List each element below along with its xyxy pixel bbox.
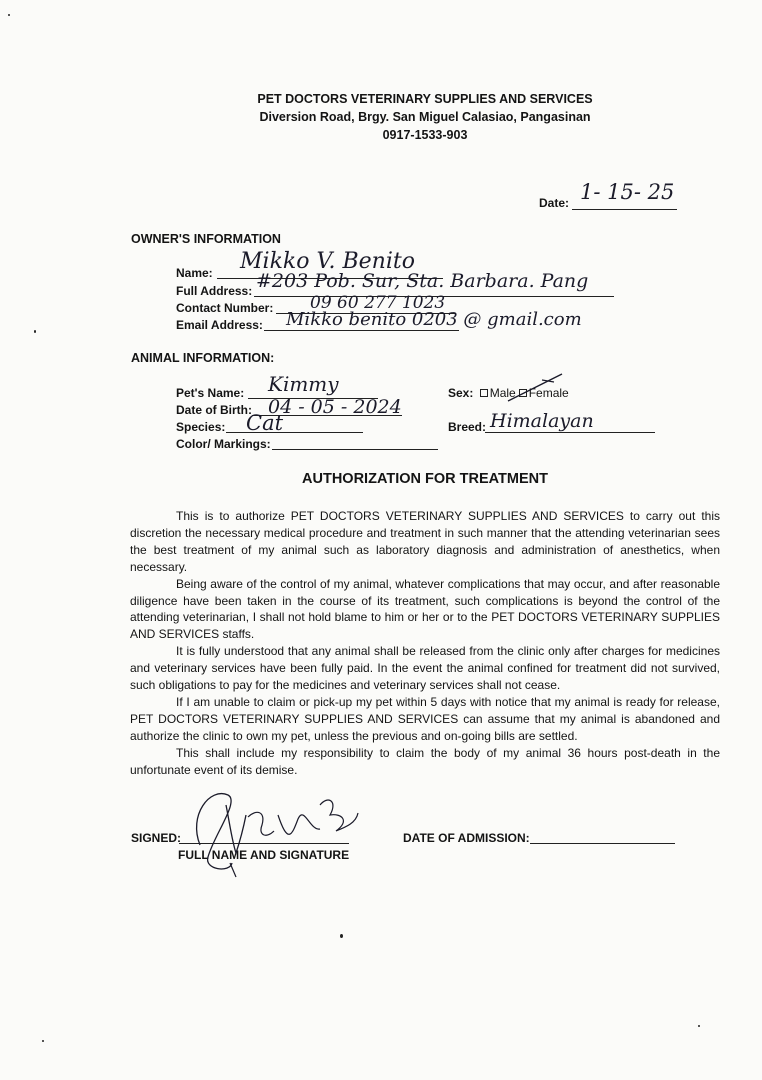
authorization-paragraph: Being aware of the control of my animal, whatever complications that may occur, and after reasonable diligence have been taken in the course of its treatment, such complications is beyond the control of the attending veterinarian, I shall not hold blame to him or her or to the PET DOCTORS VETERINARY SUPPLIES AND SERVICES staffs.: [130, 576, 720, 642]
owner-email-value: Mikko benito 0203 @ gmail.com: [286, 309, 582, 330]
male-checkbox[interactable]: [480, 389, 488, 397]
owner-contact-value: 09 60 277 1023: [310, 293, 446, 313]
dob-label: Date of Birth:: [176, 403, 252, 417]
authorization-body: [130, 508, 720, 779]
dob-value: 04 - 05 - 2024: [268, 396, 402, 418]
authorization-paragraph: If I am unable to claim or pick-up my pet within 5 days with notice that my animal is ready for release, PET DOCTORS VETERINARY SUPPLIES AND SERVICES can assume that my animal is abandoned and authorize the clinic to own my pet, unless the previous and on-going bills are settled.: [130, 694, 720, 743]
sex-label: Sex:: [448, 386, 474, 400]
signature-sublabel: FULL NAME AND SIGNATURE: [178, 848, 350, 862]
color-line: [272, 449, 438, 450]
owner-name-value: Mikko V. Benito: [240, 249, 415, 274]
female-check-mark: [500, 368, 570, 408]
male-option-label: Male: [489, 386, 516, 400]
authorization-paragraph: This is to authorize PET DOCTORS VETERINARY SUPPLIES AND SERVICES to carry out this discretion the necessary medical procedure and treatment in such manner that the attending veterinarian sees the best treatment of my animal such as laboratory diagnosis and administration of anesthetics, when necessary.: [130, 509, 720, 574]
female-option-label: Female: [528, 386, 569, 400]
date-line: [572, 209, 677, 210]
owner-address-value: #203 Pob. Sur, Sta. Barbara. Pang: [256, 270, 589, 292]
owner-name-label: Name:: [176, 266, 213, 280]
scan-speck: [42, 1040, 44, 1042]
breed-label: Breed:: [448, 420, 487, 434]
animal-section-title: ANIMAL INFORMATION:: [131, 351, 275, 365]
scan-speck: [8, 14, 10, 16]
species-label: Species:: [176, 420, 226, 434]
signature-mark: [170, 775, 370, 880]
signed-label: SIGNED:: [131, 831, 182, 845]
date-value: 1- 15- 25: [580, 180, 675, 204]
date-admission-line: [530, 843, 675, 844]
color-label: Color/ Markings:: [176, 437, 271, 451]
date-label: Date:: [539, 196, 570, 210]
authorization-paragraph: It is fully understood that any animal shall be released from the clinic only after charges for medicines and veterinary services have been fully paid. In the event the animal confined for treatment did not survived, such obligations to pay for the medicines and veterinary services shall not cease.: [130, 644, 720, 693]
species-value: Cat: [246, 411, 284, 435]
owner-address-label: Full Address:: [176, 284, 253, 298]
owner-section-title: OWNER'S INFORMATION: [131, 232, 281, 246]
date-admission-label: DATE OF ADMISSION:: [403, 831, 530, 845]
authorization-paragraph: This shall include my responsibility to claim the body of my animal 36 hours post-death in the unfortunate event of its demise.: [130, 745, 720, 777]
authorization-title: AUTHORIZATION FOR TREATMENT: [302, 471, 548, 487]
business-address: Diversion Road, Brgy. San Miguel Calasiao, Pangasinan: [259, 110, 591, 124]
pet-name-value: Kimmy: [268, 372, 339, 396]
scan-speck: [340, 934, 343, 938]
owner-email-label: Email Address:: [176, 318, 263, 332]
scan-speck: [34, 330, 36, 333]
scan-speck: [698, 1025, 700, 1027]
pet-name-label: Pet's Name:: [176, 386, 245, 400]
owner-contact-label: Contact Number:: [176, 301, 274, 315]
breed-value: Himalayan: [490, 410, 594, 432]
business-phone: 0917-1533-903: [382, 128, 468, 142]
business-name: PET DOCTORS VETERINARY SUPPLIES AND SERVICES: [257, 92, 593, 106]
owner-email-line: [264, 330, 459, 331]
breed-line: [485, 432, 655, 433]
